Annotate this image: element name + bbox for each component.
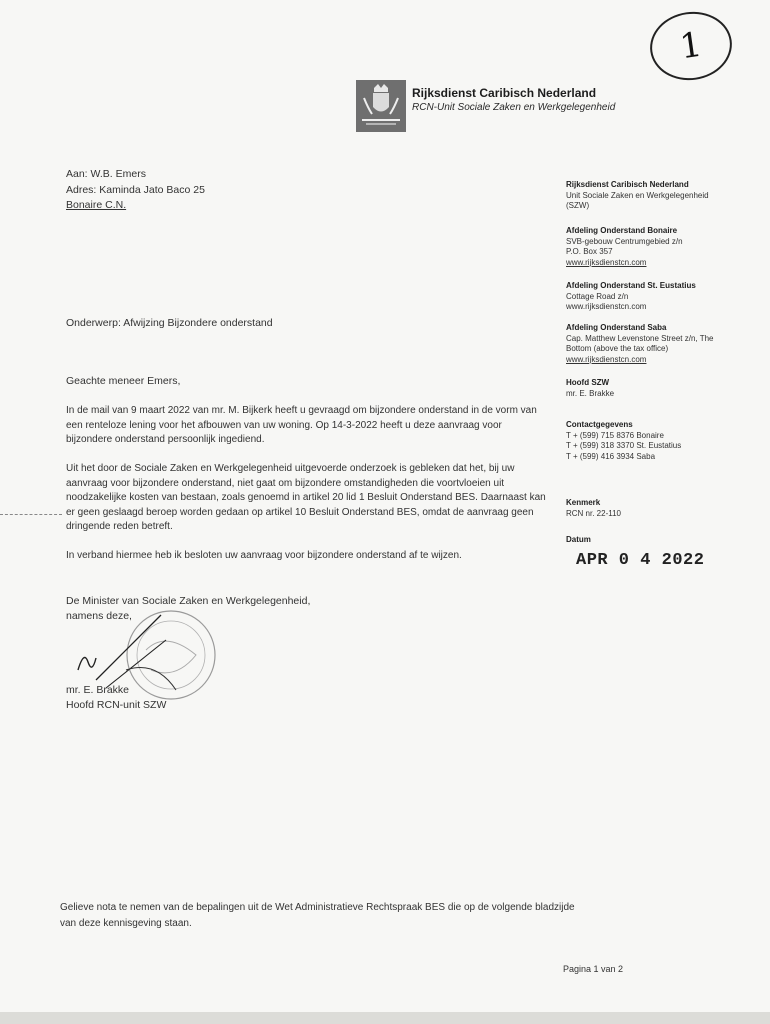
sidebar-bonaire-title: Afdeling Onderstand Bonaire	[566, 226, 678, 235]
sidebar-contact-phone1: T + (599) 715 8376 Bonaire	[566, 430, 664, 440]
sidebar-contact-phone3: T + (599) 416 3934 Saba	[566, 451, 656, 461]
date-stamp: APR 0 4 2022	[576, 551, 705, 570]
sidebar-bonaire-block	[566, 226, 766, 268]
sidebar-reference-value: RCN nr. 22-110	[566, 508, 621, 518]
sidebar-bonaire-link[interactable]: www.rijksdienstcn.com	[566, 257, 647, 267]
recipient-name: Aan: W.B. Emers	[66, 168, 146, 180]
sidebar-contact-title: Contactgegevens	[566, 420, 633, 429]
sidebar-reference-title: Kenmerk	[566, 498, 601, 507]
sidebar-contact-phone2: T + (599) 318 3370 St. Eustatius	[566, 441, 682, 450]
header-org-name: Rijksdienst Caribisch Nederland	[412, 86, 597, 100]
sidebar-org-block	[566, 180, 766, 212]
letter-paragraph-3: In verband hiermee heb ik besloten uw aanvraag voor bijzondere onderstand af te wijzen.	[66, 550, 462, 561]
signature-role: Hoofd RCN-unit SZW	[66, 699, 167, 711]
sidebar-saba-link[interactable]: www.rijksdienstcn.com	[566, 354, 647, 364]
footer-note: Gelieve nota te nemen van de bepalingen uit de Wet Administratieve Rechtspraak BES die op de volgende bladzijde van deze kennisgeving staan.	[60, 902, 575, 929]
sidebar-org-line1: Unit Sociale Zaken en Werkgelegenheid	[566, 190, 709, 200]
recipient-island: Bonaire C.N.	[66, 199, 127, 211]
recipient-address: Adres: Kaminda Jato Baco 25	[66, 184, 205, 196]
sidebar-eustatius-line1: Cottage Road z/n	[566, 291, 629, 301]
sidebar-reference-block	[566, 498, 766, 519]
sidebar-saba-line1: Cap. Matthew Levenstone Street z/n, The	[566, 333, 714, 343]
sidebar-saba-line2: Bottom (above the tax office)	[566, 344, 669, 353]
letter-subject: Onderwerp: Afwijzing Bijzondere onderstand	[66, 317, 273, 329]
page-marker: 1	[646, 7, 737, 86]
scan-fold-line	[0, 514, 62, 515]
sidebar-bonaire-line1: SVB-gebouw Centrumgebied z/n	[566, 236, 683, 246]
coat-of-arms-logo	[356, 80, 406, 132]
page-number: Pagina 1 van 2	[563, 964, 624, 974]
sidebar-eustatius-title: Afdeling Onderstand St. Eustatius	[566, 281, 696, 290]
date-label: Datum	[566, 535, 591, 544]
sidebar-saba-block	[566, 323, 766, 365]
sidebar-head-name: mr. E. Brakke	[566, 388, 615, 398]
sidebar-head-block	[566, 378, 766, 399]
sidebar-org-title: Rijksdienst Caribisch Nederland	[566, 180, 689, 189]
sidebar-head-title: Hoofd SZW	[566, 378, 610, 387]
signature-line1: De Minister van Sociale Zaken en Werkgelegenheid,	[66, 595, 311, 607]
sidebar-contact-block	[566, 420, 766, 462]
letter-paragraph-2: Uit het door de Sociale Zaken en Werkgelegenheid uitgevoerde onderzoek is gebleken dat het, bij uw aanvraag voor bijzondere onderstand, niet gaat om bijzondere omstandigheden die voortvloeien uit noodzakelijke kosten van bestaan, zoals genoemd in artikel 20 lid 1 Besluit Onderstand BES. Daarnaast kan er geen geslaagd beroep worden gedaan op artikel 10 Besluit Onderstand BES, omdat de aanvraag geen dringende reden betreft.	[66, 463, 546, 532]
letter-salutation: Geachte meneer Emers,	[66, 375, 181, 387]
signature-name: mr. E. Brakke	[66, 684, 130, 696]
sidebar-saba-title: Afdeling Onderstand Saba	[566, 323, 667, 332]
sidebar-eustatius-block	[566, 281, 766, 313]
sidebar-org-line2: (SZW)	[566, 201, 590, 210]
signature-line2: namens deze,	[66, 610, 132, 622]
sidebar-bonaire-line2: P.O. Box 357	[566, 247, 613, 256]
letter-paragraph-1: In de mail van 9 maart 2022 van mr. M. Bijkerk heeft u gevraagd om bijzondere onderstand in de vorm van een renteloze lening voor het afbouwen van uw woning. Op 14-3-2022 heeft u deze aanvraag voor bijzondere onderstand persoonlijk ingediend.	[66, 405, 537, 445]
sidebar-eustatius-link[interactable]: www.rijksdienstcn.com	[566, 302, 647, 311]
header-unit-name: RCN-Unit Sociale Zaken en Werkgelegenheid	[412, 102, 616, 113]
crest-icon	[356, 80, 406, 132]
scan-bottom-edge	[0, 1012, 770, 1024]
